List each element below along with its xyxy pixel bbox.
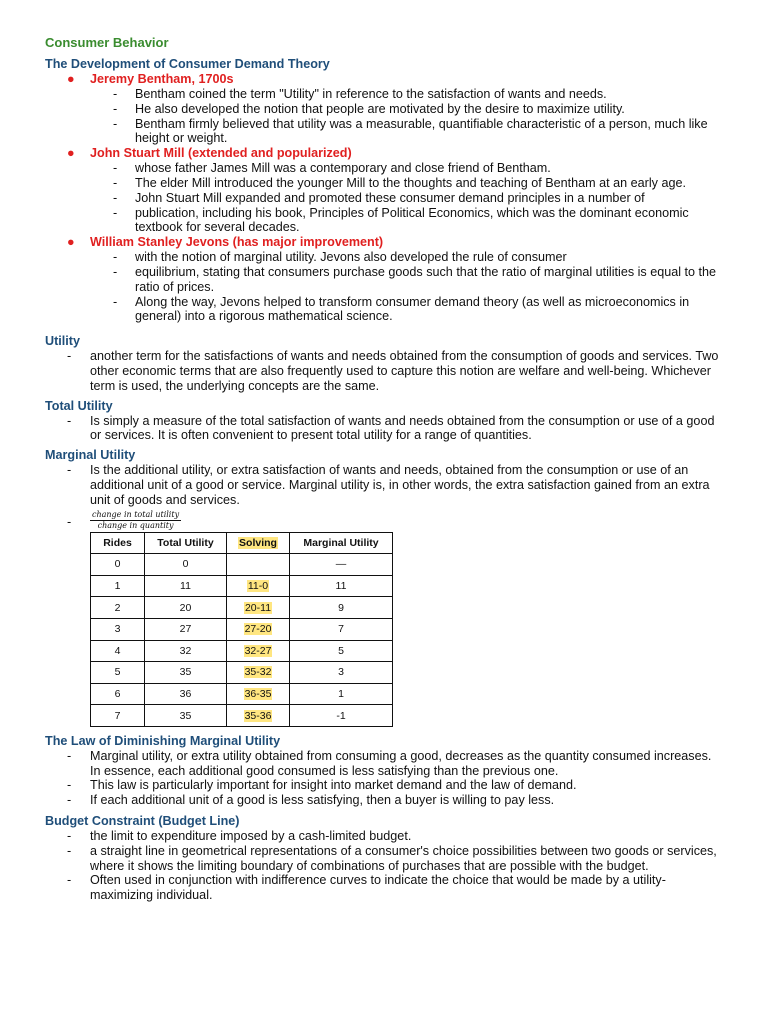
- list-item: - the limit to expenditure imposed by a cash-limited budget.: [67, 829, 412, 844]
- list-item: - Along the way, Jevons helped to transform consumer demand theory (as well as microeconomics in general) into a rigorous mathematical science.: [113, 294, 690, 324]
- list-item: - Bentham firmly believed that utility was a measurable, quantifiable characteristic of a person, much like height or weight.: [113, 116, 708, 146]
- section-heading-development: The Development of Consumer Demand Theory: [45, 57, 330, 71]
- list-item: - If each additional unit of a good is less satisfying, then a buyer is willing to pay less.: [67, 793, 555, 808]
- mill-points: [45, 161, 725, 235]
- table-row: 1 11 11-0 11: [91, 575, 393, 597]
- list-item: - Is simply a measure of the total satisfaction of wants and needs obtained from the consumption or use of a good or services. It is often convenient to present total utility for a range of quantities.: [67, 413, 715, 443]
- list-item: - publication, including his book, Principles of Political Economics, which was the dominant economic textbook for several decades.: [113, 205, 689, 235]
- bullet-icon: ●: [67, 146, 75, 161]
- list-item: - whose father James Mill was a contemporary and close friend of Bentham.: [113, 161, 551, 176]
- list-item: - This law is particularly important for insight into market demand and the law of demand.: [67, 778, 577, 793]
- document-page: [45, 35, 725, 903]
- list-item: - equilibrium, stating that consumers purchase goods such that the ratio of marginal utilities is equal to the ratio of prices.: [113, 264, 717, 294]
- bullet-icon: ●: [67, 235, 75, 250]
- budget-points: [45, 829, 725, 903]
- list-item: - Often used in conjunction with indifference curves to indicate the choice that would be made by a utility-maximizing individual.: [67, 873, 666, 903]
- formula-numerator: change in total utility: [92, 509, 180, 519]
- table-row: 3 27 27-20 7: [91, 618, 393, 640]
- marginal-utility-table: [90, 532, 393, 727]
- table-row: 6 36 36-35 1: [91, 683, 393, 705]
- marginal-utility-formula: - change in total utility change in quantity: [67, 509, 180, 530]
- law-points: [45, 749, 725, 808]
- list-item: - another term for the satisfactions of wants and needs obtained from the consumption of goods and services. Two other economic terms that are also frequently used to capture this notion are welfare and well-being. Whichever term is used, the underlying concepts are the same.: [67, 349, 719, 393]
- list-item: - with the notion of marginal utility. Jevons also developed the rule of consumer: [113, 250, 567, 265]
- list-item: - The elder Mill introduced the younger Mill to the thoughts and teaching of Bentham at an early age.: [113, 175, 686, 190]
- total-utility-points: [45, 414, 725, 444]
- section-heading-utility: Utility: [45, 334, 80, 349]
- formula-fraction: [90, 510, 181, 531]
- person-bentham: ● Jeremy Bentham, 1700s: [67, 72, 234, 86]
- list-item: - He also developed the notion that people are motivated by the desire to maximize utility.: [113, 101, 625, 116]
- header-solving: Solving: [227, 532, 290, 554]
- section-heading-marginal-utility: Marginal Utility: [45, 448, 136, 463]
- bentham-points: [45, 87, 725, 146]
- bullet-icon: ●: [67, 72, 75, 86]
- table-row: 4 32 32-27 5: [91, 640, 393, 662]
- person-mill: ● John Stuart Mill (extended and popularized): [67, 146, 352, 161]
- list-item: - John Stuart Mill expanded and promoted these consumer demand principles in a number of: [113, 190, 645, 205]
- header-rides: Rides: [91, 532, 145, 554]
- formula-denominator: change in quantity: [97, 520, 174, 530]
- jevons-points: [45, 250, 725, 324]
- section-heading-total-utility: Total Utility: [45, 398, 113, 413]
- list-item: - Is the additional utility, or extra satisfaction of wants and needs, obtained from the consumption or use of an additional unit of a good or service. Marginal utility is, in other words, the extra satisfaction gained from an extra unit of goods and services.: [67, 463, 710, 507]
- marginal-utility-points: [45, 463, 725, 507]
- document-title: Consumer Behavior: [45, 35, 169, 50]
- list-item: - Marginal utility, or extra utility obtained from consuming a good, decreases as the quantity consumed increases. In essence, each additional good consumed is less satisfying than the previous one.: [67, 748, 712, 778]
- table-row: 0 0 —: [91, 554, 393, 576]
- list-item: - Bentham coined the term "Utility" in reference to the satisfaction of wants and needs.: [113, 87, 607, 101]
- table-row: 2 20 20-11 9: [91, 597, 393, 619]
- person-jevons: ● William Stanley Jevons (has major improvement): [67, 235, 384, 250]
- list-item: - a straight line in geometrical representations of a consumer's choice possibilities between two goods or services, where it shows the limiting boundary of combinations of purchases that are possible with the budget.: [67, 843, 717, 873]
- section-heading-budget: Budget Constraint (Budget Line): [45, 814, 240, 829]
- header-total-utility: Total Utility: [145, 532, 227, 554]
- utility-points: [45, 349, 725, 393]
- table-row: 7 35 35-36 -1: [91, 705, 393, 727]
- header-marginal-utility: Marginal Utility: [290, 532, 393, 554]
- table-row: 5 35 35-32 3: [91, 662, 393, 684]
- section-heading-law: The Law of Diminishing Marginal Utility: [45, 733, 281, 748]
- table-header-row: [91, 532, 393, 554]
